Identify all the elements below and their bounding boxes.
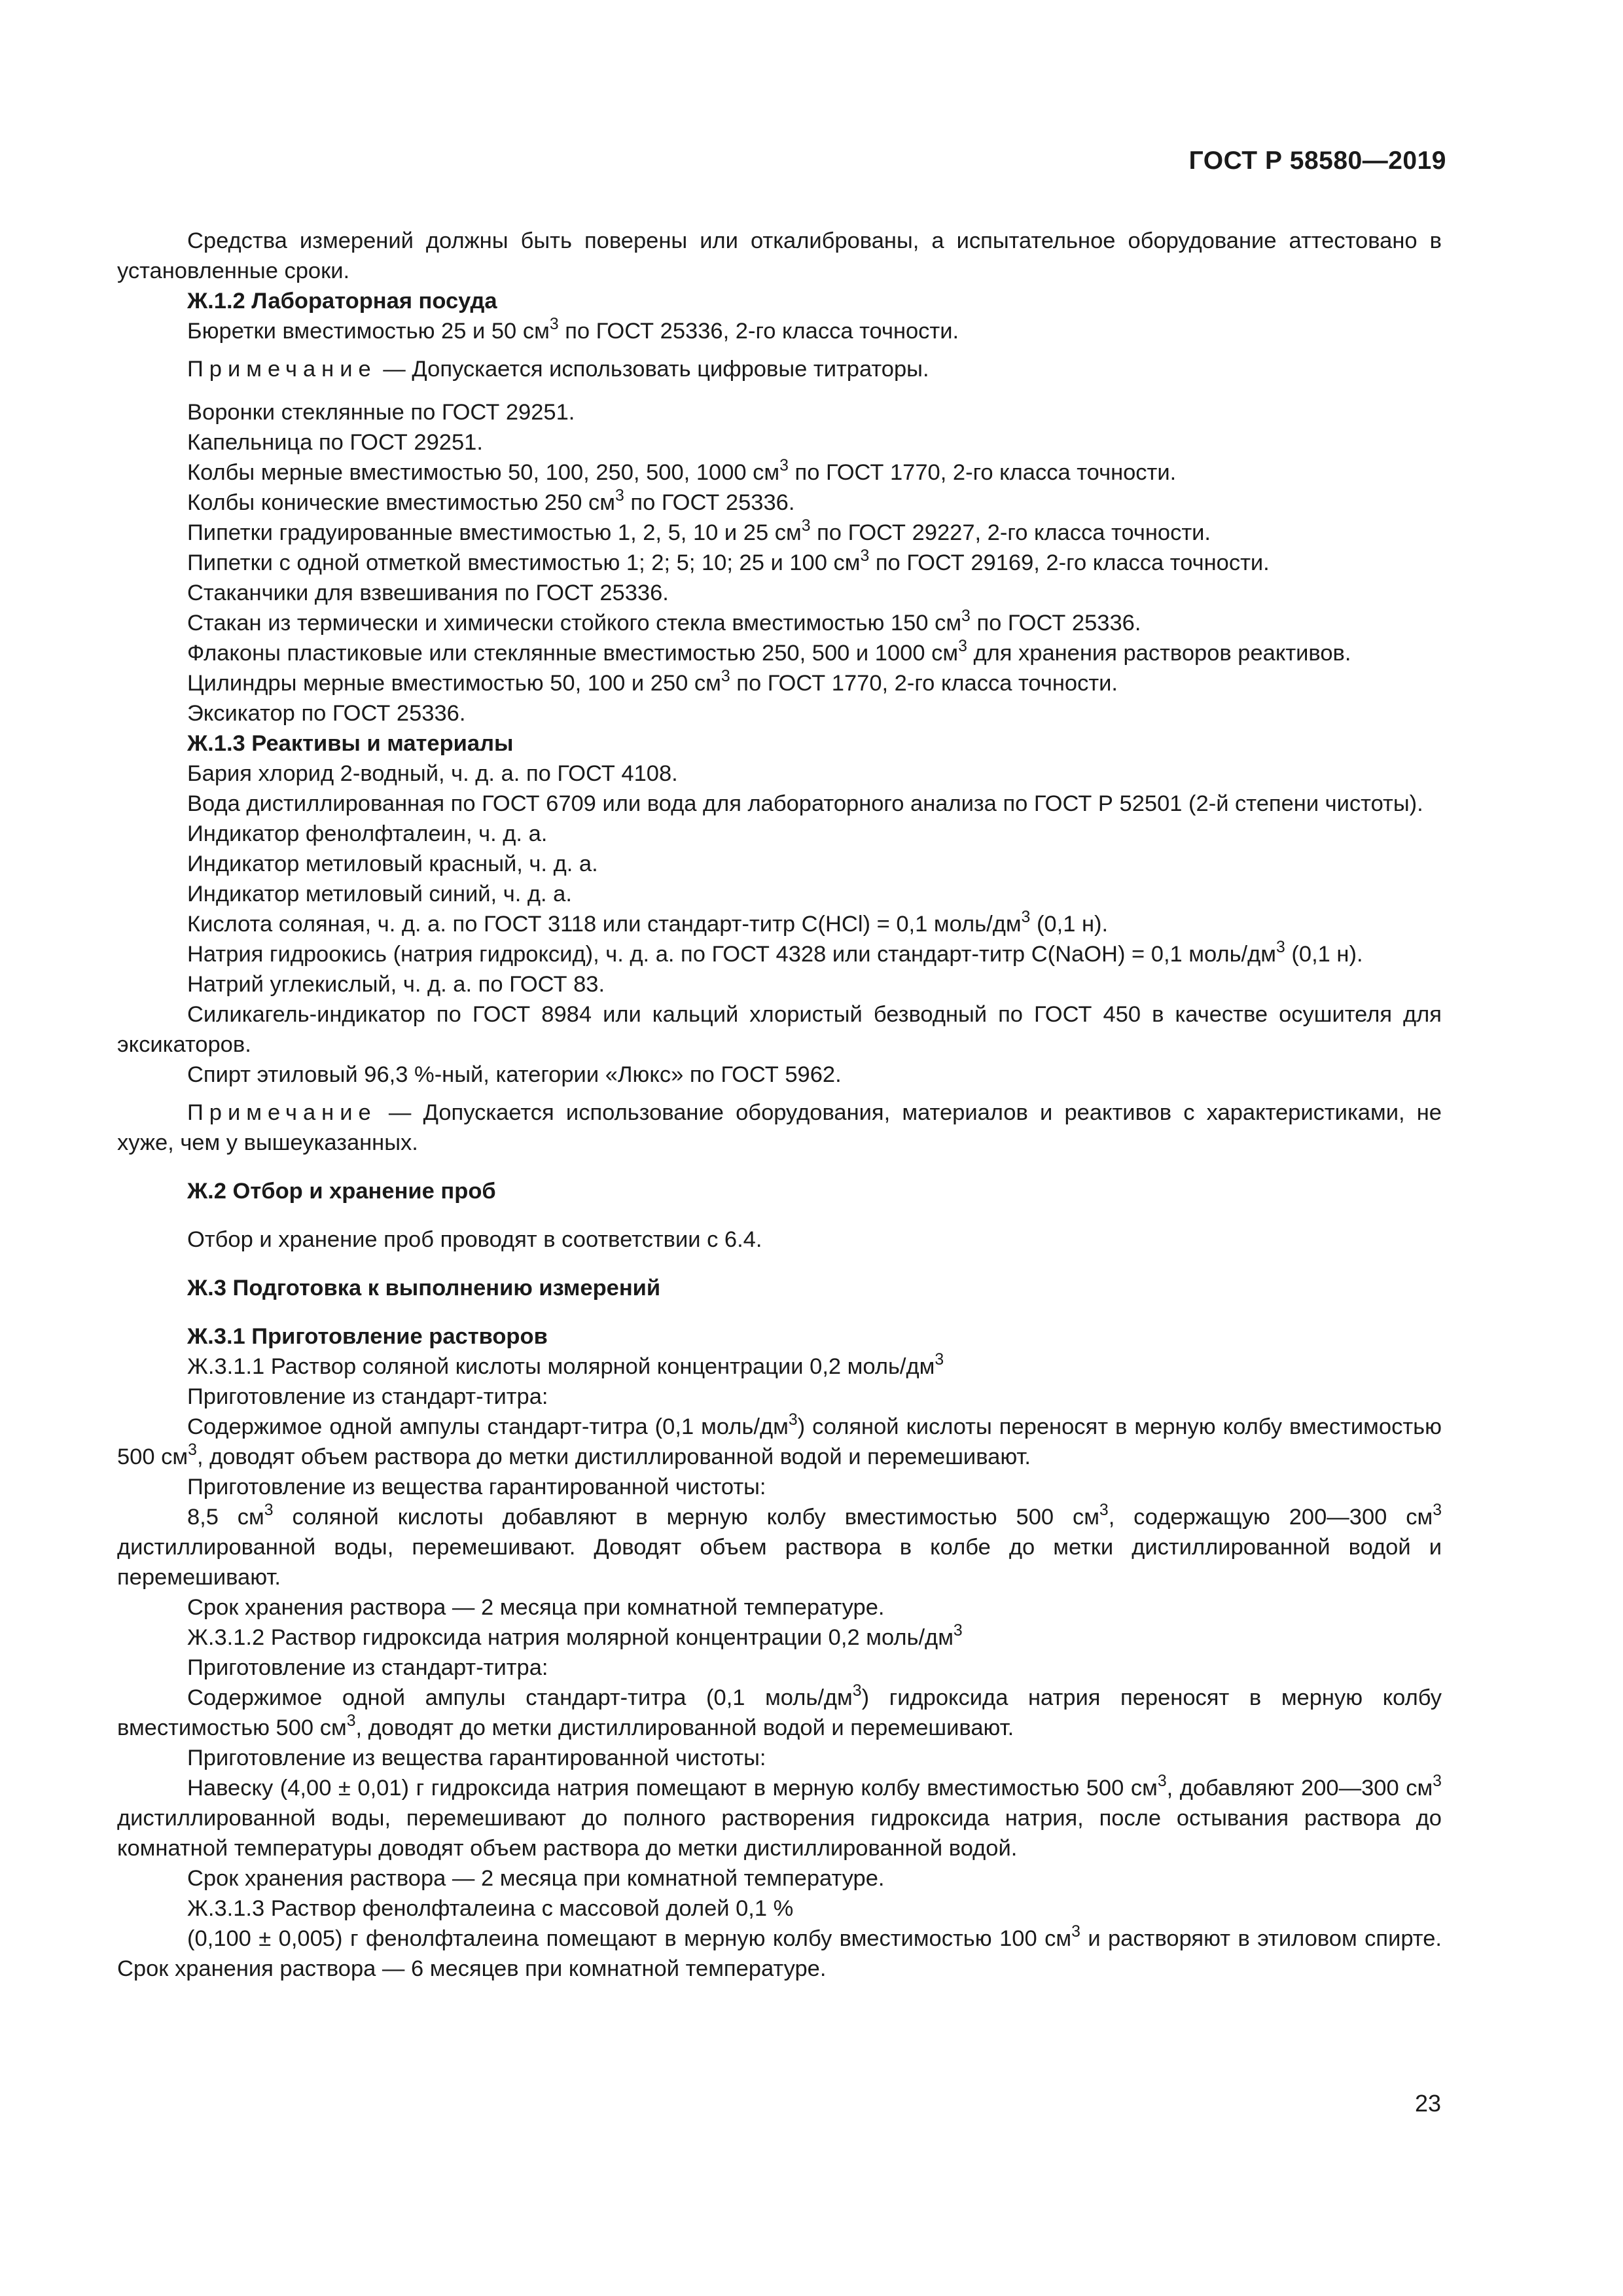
- body-paragraph: Пипетки с одной отметкой вместимостью 1; 2; 5; 10; 25 и 100 $см^3$ по ГОСТ 29169, 2-го класса точности.: [187, 547, 1270, 575]
- body-paragraph: Ж.3.1.3 Раствор фенолфталеина с массовой долей 0,1 %: [187, 1896, 794, 1921]
- body-paragraph: Навеску (4,00 ± 0,01) г гидроксида натрия помещают в мерную колбу вместимостью 500 $см^3$, добавляют 200—300 $см^3$ дистиллированной воды, перемешивают до полного растворения гидроксида натрия, после остывания раствора до комнатной температуры доводят объем раствора до метки дистиллированной водой.: [117, 1772, 1442, 1861]
- body-paragraph: Ж.3.1.1 Раствор соляной кислоты молярной концентрации 0,2 моль/$дм^3$: [187, 1351, 944, 1379]
- body-paragraph: Стаканчики для взвешивания по ГОСТ 25336.: [187, 581, 669, 605]
- body-paragraph: Приготовление из вещества гарантированной чистоты:: [187, 1475, 766, 1499]
- body-paragraph: Цилиндры мерные вместимостью 50, 100 и 250 $см^3$ по ГОСТ 1770, 2-го класса точности.: [187, 668, 1118, 696]
- body-paragraph: Приготовление из стандарт-титра:: [187, 1384, 548, 1409]
- major-section-heading: Ж.3 Подготовка к выполнению измерений: [187, 1276, 661, 1300]
- body-paragraph: Кислота соляная, ч. д. а. по ГОСТ 3118 или стандарт-титр С(HCl) = 0,1 моль/$дм^3$ (0,1 н).: [187, 908, 1109, 937]
- note-paragraph: Примечание — Допускается использование оборудования, материалов и реактивов с характеристиками, не хуже, чем у вышеуказанных.: [117, 1100, 1442, 1155]
- body-paragraph: Вода дистиллированная по ГОСТ 6709 или вода для лабораторного анализа по ГОСТ Р 52501 (2-й степени чистоты).: [187, 791, 1423, 816]
- body-paragraph: Капельница по ГОСТ 29251.: [187, 430, 483, 455]
- body-paragraph: Средства измерений должны быть поверены или откалиброваны, а испытательное оборудование аттестовано в установленные сроки.: [117, 228, 1442, 283]
- body-paragraph: Приготовление из вещества гарантированной чистоты:: [187, 1746, 766, 1770]
- note-label: Примечание: [187, 1100, 377, 1125]
- body-paragraph: Пипетки градуированные вместимостью 1, 2, 5, 10 и 25 $см^3$ по ГОСТ 29227, 2-го класса точности.: [187, 517, 1211, 545]
- body-paragraph: Натрий углекислый, ч. д. а. по ГОСТ 83.: [187, 972, 605, 997]
- document-body: [117, 226, 1442, 1984]
- body-paragraph: Силикагель-индикатор по ГОСТ 8984 или кальций хлористый безводный по ГОСТ 450 в качестве осушителя для эксикаторов.: [117, 1002, 1442, 1057]
- body-paragraph: Бария хлорид 2-водный, ч. д. а. по ГОСТ 4108.: [187, 761, 678, 786]
- body-paragraph: Отбор и хранение проб проводят в соответствии с 6.4.: [187, 1227, 762, 1252]
- body-paragraph: Индикатор метиловый синий, ч. д. а.: [187, 882, 572, 906]
- body-paragraph: Спирт этиловый 96,3 %-ный, категории «Люкс» по ГОСТ 5962.: [187, 1062, 842, 1087]
- body-paragraph: Содержимое одной ампулы стандарт-титра (0,1 моль/$дм^3$) соляной кислоты переносят в мерную колбу вместимостью 500 $см^3$, доводят объем раствора до метки дистиллированной водой и перемешивают.: [117, 1411, 1442, 1469]
- body-paragraph: Ж.3.1.2 Раствор гидроксида натрия молярной концентрации 0,2 моль/$дм^3$: [187, 1622, 963, 1650]
- section-heading: Ж.1.3 Реактивы и материалы: [187, 731, 514, 756]
- body-paragraph: Эксикатор по ГОСТ 25336.: [187, 701, 466, 726]
- major-section-heading: Ж.2 Отбор и хранение проб: [187, 1179, 496, 1204]
- body-paragraph: Воронки стеклянные по ГОСТ 29251.: [187, 400, 575, 425]
- body-paragraph: 8,5 $см^3$ соляной кислоты добавляют в мерную колбу вместимостью 500 $см^3$, содержащую 200—300 $см^3$ дистиллированной воды, перемешивают. Доводят объем раствора в колбе до метки дистиллированной водой и перемешивают.: [117, 1501, 1442, 1590]
- body-paragraph: Бюретки вместимостью 25 и 50 $см^3$ по ГОСТ 25336, 2-го класса точности.: [187, 315, 959, 344]
- body-paragraph: Срок хранения раствора — 2 месяца при комнатной температуре.: [187, 1595, 885, 1620]
- note-label: Примечание: [187, 357, 377, 382]
- section-heading: Ж.1.2 Лабораторная посуда: [187, 289, 497, 314]
- body-paragraph: Стакан из термически и химически стойкого стекла вместимостью 150 $см^3$ по ГОСТ 25336.: [187, 607, 1141, 636]
- body-paragraph: Колбы мерные вместимостью 50, 100, 250, 500, 1000 $см^3$ по ГОСТ 1770, 2-го класса точности.: [187, 457, 1177, 485]
- body-paragraph: Срок хранения раствора — 2 месяца при комнатной температуре.: [187, 1866, 885, 1891]
- note-paragraph: Примечание — Допускается использовать цифровые титраторы.: [187, 357, 929, 382]
- document-header: ГОСТ Р 58580—2019: [1188, 147, 1446, 175]
- body-paragraph: Приготовление из стандарт-титра:: [187, 1655, 548, 1680]
- body-paragraph: Натрия гидроокись (натрия гидроксид), ч. д. а. по ГОСТ 4328 или стандарт-титр С(NaOH) = 0,1 моль/$дм^3$ (0,1 н).: [187, 939, 1363, 967]
- page-number: 23: [1414, 2090, 1441, 2117]
- body-paragraph: Колбы конические вместимостью 250 $см^3$ по ГОСТ 25336.: [187, 487, 795, 515]
- section-heading: Ж.3.1 Приготовление растворов: [187, 1324, 548, 1349]
- body-paragraph: Индикатор метиловый красный, ч. д. а.: [187, 852, 598, 876]
- body-paragraph: Флаконы пластиковые или стеклянные вместимостью 250, 500 и 1000 $см^3$ для хранения растворов реактивов.: [187, 637, 1351, 666]
- body-paragraph: Индикатор фенолфталеин, ч. д. а.: [187, 821, 548, 846]
- body-paragraph: Содержимое одной ампулы стандарт-титра (0,1 моль/$дм^3$) гидроксида натрия переносят в мерную колбу вместимостью 500 $см^3$, доводят до метки дистиллированной водой и перемешивают.: [117, 1682, 1442, 1740]
- body-paragraph: (0,100 ± 0,005) г фенолфталеина помещают в мерную колбу вместимостью 100 $см^3$ и растворяют в этиловом спирте. Срок хранения раствора — 6 месяцев при комнатной температуре.: [117, 1923, 1442, 1981]
